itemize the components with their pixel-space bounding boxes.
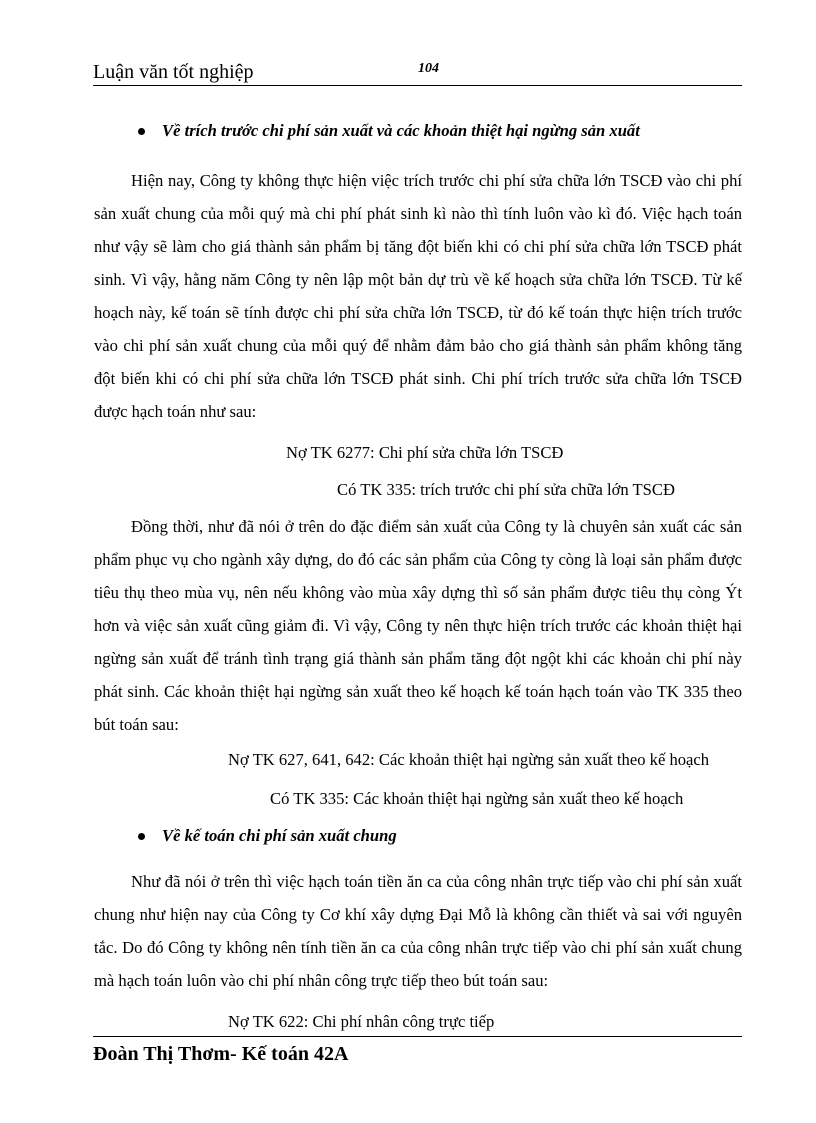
header-rule — [93, 85, 742, 86]
journal-entry-debit: Nợ TK 6277: Chi phí sửa chữa lớn TSCĐ — [286, 443, 564, 462]
journal-entry-credit: Có TK 335: Các khoản thiệt hại ngừng sản xuất theo kế hoạch — [270, 789, 684, 808]
journal-entry-debit: Nợ TK 627, 641, 642: Các khoản thiệt hại ngừng sản xuất theo kế hoạch — [228, 750, 710, 769]
paragraph: Hiện nay, Công ty không thực hiện việc trích trước chi phí sửa chữa lớn TSCĐ vào chi phí sản xuất chung của mỗi quý mà chi phí phát sinh kì nào thì tính luôn vào kì đó. Việc hạch toán như vậy sẽ làm cho giá thành sản phẩm bị tăng đột biến khi có chi phí sửa chữa lớn TSCĐ phát sinh. Vì vậy, hằng năm Công ty nên lập một bản dự trù về kế hoạch sửa chữa lớn TSCĐ. Từ kế hoạch này, kế toán sẽ tính được chi phí sửa chữa lớn TSCĐ, từ đó kế toán thực hiện trích trước vào chi phí sản xuất chung của mỗi quý để nhằm đảm bảo cho giá thành sản phẩm không tăng đột biến khi có chi phí sửa chữa lớn TSCĐ phát sinh. Chi phí trích trước sửa chữa lớn TSCĐ được hạch toán như sau: — [94, 171, 742, 421]
paragraph: Như đã nói ở trên thì việc hạch toán tiền ăn ca của công nhân trực tiếp vào chi phí sản xuất chung như hiện nay của Công ty Cơ khí xây dựng Đại Mỗ là không cần thiết và sai với nguyên tắc. Do đó Công ty không nên tính tiền ăn ca của công nhân trực tiếp vào chi phí sản xuất chung mà hạch toán luôn vào chi phí nhân công trực tiếp theo bút toán sau: — [94, 872, 742, 990]
section-heading-text: Về kế toán chi phí sản xuất chung — [162, 826, 397, 845]
journal-entry-credit: Có TK 335: trích trước chi phí sửa chữa lớn TSCĐ — [337, 480, 675, 499]
section-heading-text: Về trích trước chi phí sản xuất và các khoản thiệt hại ngừng sản xuất — [162, 121, 640, 140]
bullet-icon — [138, 128, 145, 135]
section-heading-accrual — [94, 116, 742, 146]
page-number: 104 — [418, 62, 439, 72]
footer-rule — [93, 1036, 742, 1037]
footer-author: Đoàn Thị Thơm- Kế toán 42A — [93, 1043, 349, 1065]
document-body — [94, 116, 742, 1038]
paragraph: Đồng thời, như đã nói ở trên do đặc điểm sản xuất của Công ty là chuyên sản xuất các sản phẩm phục vụ cho ngành xây dựng, do đó các sản phẩm của Công ty còng là loại sản phẩm được tiêu thụ theo mùa vụ, nên nếu không vào mùa xây dựng thì số sản phẩm được tiêu thụ còng Ýt hơn và việc sản xuất cũng giảm đi. Vì vậy, Công ty nên thực hiện trích trước các khoản thiệt hại ngừng sản xuất để tránh tình trạng giá thành sản phẩm tăng đột ngột khi các khoản chi phí này phát sinh. Các khoản thiệt hại ngừng sản xuất theo kế hoạch kế toán hạch toán vào TK 335 theo bút toán sau: — [94, 517, 742, 734]
bullet-icon — [138, 833, 145, 840]
section-heading-overhead — [94, 821, 742, 851]
header-title: Luận văn tốt nghiệp — [93, 61, 254, 83]
journal-entry-debit: Nợ TK 622: Chi phí nhân công trực tiếp — [228, 1012, 495, 1031]
